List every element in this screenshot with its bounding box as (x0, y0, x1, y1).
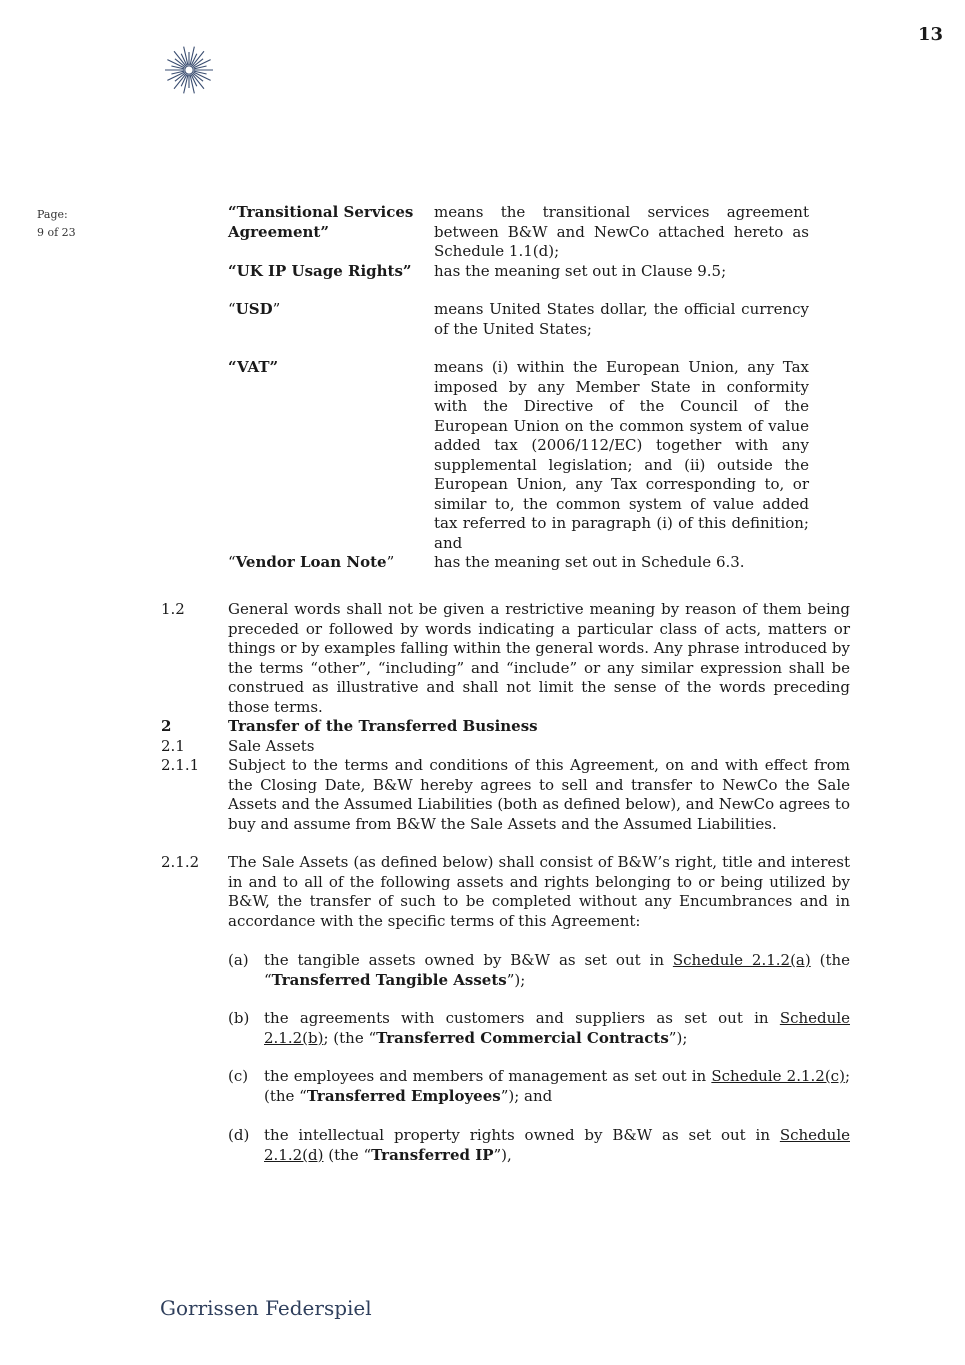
clause-text: General words shall not be given a restrictive meaning by reason of them being preceded or followed by words indicating a particular class of acts, matters or things or by examples falling within the general words. Any phrase introduced by the terms “other”, “including” and “include” or any similar expression shall be construed as illustrative and shall not limit the sense of the words preceding those terms. (228, 600, 850, 716)
item-label: (c) (228, 1067, 249, 1085)
clause-number: 2.1.1 (161, 756, 200, 774)
definition-term: “USD” (228, 300, 281, 318)
definition-term: “UK IP Usage Rights” (228, 262, 412, 280)
page-counter (37, 206, 76, 242)
definition-text: has the meaning set out in Schedule 6.3. (434, 553, 745, 571)
list-item: the employees and members of management as set out in Schedule 2.1.2(c); (the “Transferred Employees”); and (264, 1067, 850, 1105)
subsection-number: 2.1 (161, 737, 185, 755)
list-item: the tangible assets owned by B&W as set out in Schedule 2.1.2(a) (the “Transferred Tangible Assets”); (264, 951, 851, 989)
item-label: (b) (228, 1009, 250, 1027)
schedule-link[interactable]: Schedule 2.1.2(a) (672, 951, 811, 969)
footer-firm-name: Gorrissen Federspiel (160, 1296, 372, 1320)
page-count: 9 of 23 (37, 226, 76, 239)
section-number: 2 (161, 717, 172, 735)
page-number: 13 (917, 24, 943, 45)
clause-number: 1.2 (161, 600, 185, 618)
subsection-title: Sale Assets (228, 737, 315, 755)
definition-text: has the meaning set out in Clause 9.5; (434, 262, 727, 280)
definition-term: “Vendor Loan Note” (228, 553, 395, 571)
section-title: Transfer of the Transferred Business (228, 717, 538, 735)
clause-number: 2.1.2 (161, 853, 200, 871)
schedule-link[interactable]: Schedule 2.1.2(b) (264, 1009, 850, 1047)
definition-text: means United States dollar, the official currency of the United States; (434, 300, 809, 338)
clause-text: The Sale Assets (as defined below) shall consist of B&W’s right, title and interest in and to all of the following assets and rights belonging to or being utilized by B&W, the transfer of such to be completed without any Encumbrances and in accordance with the specific terms of this Agreement: (228, 853, 850, 930)
clause-text: Subject to the terms and conditions of this Agreement, on and with effect from the Closing Date, B&W hereby agrees to sell and transfer to NewCo the Sale Assets and the Assumed Liabilities (both as defined below), and NewCo agrees to buy and assume from B&W the Sale Assets and the Assumed Liabilities. (228, 756, 850, 833)
list-item: the intellectual property rights owned by B&W as set out in Schedule 2.1.2(d) (the “Transferred IP”), (264, 1126, 850, 1164)
item-label: (d) (228, 1126, 250, 1144)
definition-text: means (i) within the European Union, any Tax imposed by any Member State in conformity with the Directive of the Council of the European Union on the common system of value added tax (2006/112/EC) together with any supplemental legislation; and (ii) outside the European Union, any Tax corresponding to, or similar to, the common system of value added tax referred to in paragraph (i) of this definition; and (434, 358, 809, 552)
item-label: (a) (228, 951, 249, 969)
schedule-link[interactable]: Schedule 2.1.2(d) (264, 1126, 850, 1164)
schedule-link[interactable]: Schedule 2.1.2(c) (711, 1067, 845, 1085)
definition-text: means the transitional services agreement between B&W and NewCo attached hereto as Schedule 1.1(d); (434, 203, 809, 260)
sunburst-logo-icon (160, 44, 218, 96)
definition-term: “Transitional Services Agreement” (228, 203, 414, 241)
definition-term: “VAT” (228, 358, 279, 376)
list-item: the agreements with customers and suppliers as set out in Schedule 2.1.2(b); (the “Transferred Commercial Contracts”); (264, 1009, 850, 1047)
page-label: Page: (37, 208, 68, 221)
